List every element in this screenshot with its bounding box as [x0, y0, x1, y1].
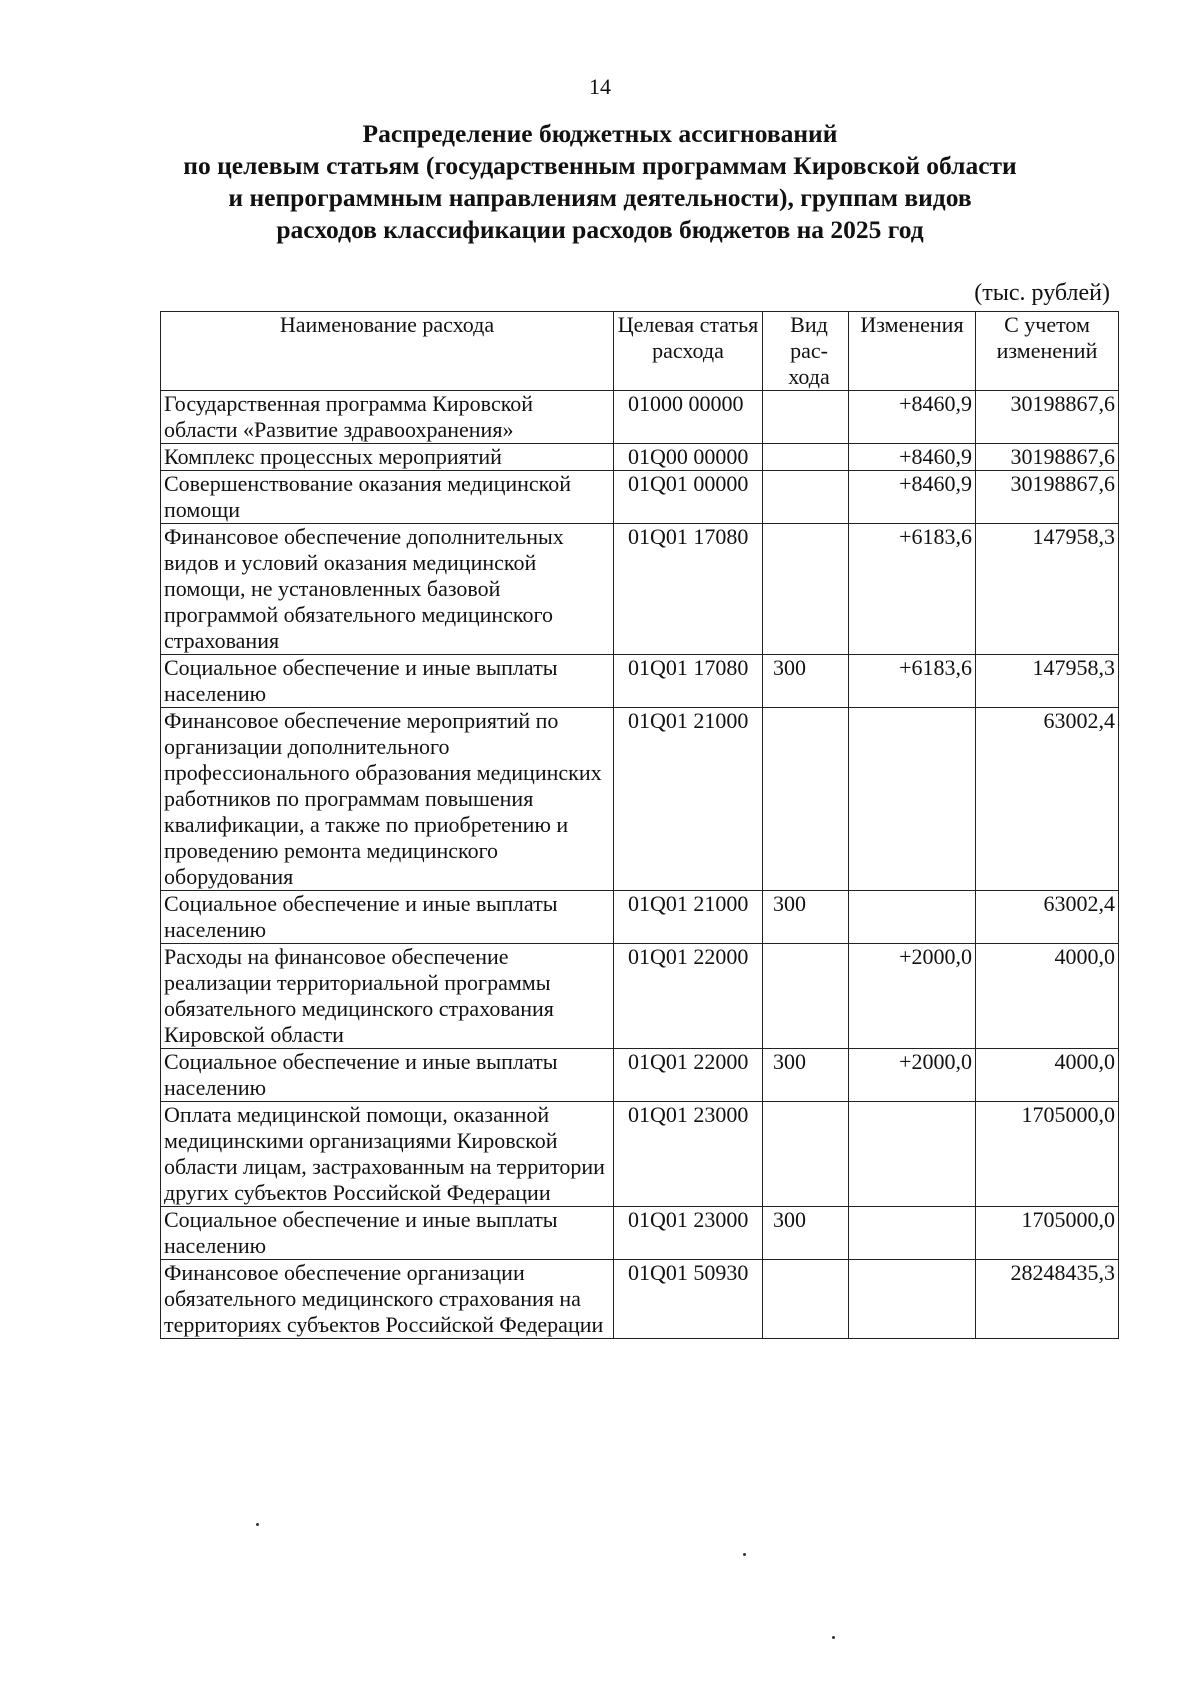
- cell-code: 01000 00000: [614, 391, 763, 444]
- cell-name: Совершенствование оказания медицинской помощи: [161, 471, 614, 524]
- cell-code: 01Q00 00000: [614, 444, 763, 471]
- cell-code: 01Q01 23000: [614, 1207, 763, 1260]
- cell-change: +6183,6: [849, 524, 976, 655]
- cell-kind: 300: [763, 1207, 849, 1260]
- table-row: [161, 524, 1119, 655]
- cell-name: Социальное обеспечение и иные выплаты населению: [161, 1207, 614, 1260]
- cell-total: 30198867,6: [976, 444, 1119, 471]
- cell-total: 1705000,0: [976, 1207, 1119, 1260]
- cell-kind: [763, 391, 849, 444]
- cell-code: 01Q01 21000: [614, 891, 763, 944]
- cell-total: 63002,4: [976, 708, 1119, 891]
- cell-name: Социальное обеспечение и иные выплаты населению: [161, 655, 614, 708]
- header-total: С учетом изменений: [976, 312, 1119, 391]
- table-row: [161, 444, 1119, 471]
- table-row: [161, 1102, 1119, 1207]
- scan-speck: [832, 1636, 835, 1639]
- cell-change: [849, 891, 976, 944]
- cell-total: 4000,0: [976, 1049, 1119, 1102]
- cell-name: Социальное обеспечение и иные выплаты населению: [161, 891, 614, 944]
- cell-code: 01Q01 17080: [614, 524, 763, 655]
- cell-name: Оплата медицинской помощи, оказанной медицинскими организациями Кировской области лицам, застрахованным на территории других субъектов Российской Федерации: [161, 1102, 614, 1207]
- table-row: [161, 1260, 1119, 1339]
- table-body: [161, 391, 1119, 1339]
- title-line: и непрограммным направлениям деятельности), группам видов: [228, 183, 972, 212]
- title-line: по целевым статьям (государственным программам Кировской области: [183, 151, 1017, 180]
- cell-kind: [763, 944, 849, 1049]
- header-code: Целевая статья расхода: [614, 312, 763, 391]
- cell-change: +8460,9: [849, 471, 976, 524]
- table-row: [161, 391, 1119, 444]
- cell-total: 28248435,3: [976, 1260, 1119, 1339]
- cell-kind: [763, 1260, 849, 1339]
- cell-name: Финансовое обеспечение мероприятий по организации дополнительного профессионального образования медицинских работников по программам повышения квалификации, а также по приобретению и проведению ремонта медицинского оборудования: [161, 708, 614, 891]
- cell-name: Государственная программа Кировской области «Развитие здравоохранения»: [161, 391, 614, 444]
- cell-kind: 300: [763, 655, 849, 708]
- cell-code: 01Q01 22000: [614, 1049, 763, 1102]
- cell-kind: [763, 444, 849, 471]
- cell-name: Расходы на финансовое обеспечение реализации территориальной программы обязательного медицинского страхования Кировской области: [161, 944, 614, 1049]
- cell-kind: [763, 471, 849, 524]
- table-row: [161, 944, 1119, 1049]
- cell-change: +8460,9: [849, 444, 976, 471]
- cell-total: 63002,4: [976, 891, 1119, 944]
- cell-total: 30198867,6: [976, 391, 1119, 444]
- cell-total: 30198867,6: [976, 471, 1119, 524]
- cell-change: [849, 1260, 976, 1339]
- cell-change: +8460,9: [849, 391, 976, 444]
- cell-code: 01Q01 00000: [614, 471, 763, 524]
- cell-name: Финансовое обеспечение дополнительных видов и условий оказания медицинской помощи, не установленных базовой программой обязательного медицинского страхования: [161, 524, 614, 655]
- header-kind: Вид рас-хода: [763, 312, 849, 391]
- cell-code: 01Q01 50930: [614, 1260, 763, 1339]
- table-row: [161, 1207, 1119, 1260]
- page-number: 14: [589, 74, 611, 99]
- cell-name: Социальное обеспечение и иные выплаты населению: [161, 1049, 614, 1102]
- cell-kind: 300: [763, 1049, 849, 1102]
- cell-name: Финансовое обеспечение организации обязательного медицинского страхования на территориях субъектов Российской Федерации: [161, 1260, 614, 1339]
- table-row: [161, 1049, 1119, 1102]
- table-row: [161, 655, 1119, 708]
- cell-kind: [763, 1102, 849, 1207]
- cell-total: 147958,3: [976, 655, 1119, 708]
- cell-kind: 300: [763, 891, 849, 944]
- header-name: Наименование расхода: [161, 312, 614, 391]
- cell-kind: [763, 708, 849, 891]
- header-change: Изменения: [849, 312, 976, 391]
- scan-speck: [256, 1523, 259, 1526]
- cell-kind: [763, 524, 849, 655]
- cell-total: 147958,3: [976, 524, 1119, 655]
- cell-code: 01Q01 23000: [614, 1102, 763, 1207]
- table-row: [161, 891, 1119, 944]
- scan-speck: [743, 1553, 746, 1556]
- table-header-row: [161, 312, 1119, 391]
- cell-change: [849, 1207, 976, 1260]
- units-label: (тыс. рублей): [974, 280, 1110, 306]
- cell-change: +6183,6: [849, 655, 976, 708]
- budget-table: [160, 311, 1119, 1339]
- cell-total: 1705000,0: [976, 1102, 1119, 1207]
- cell-code: 01Q01 17080: [614, 655, 763, 708]
- title-line: расходов классификации расходов бюджетов на 2025 год: [276, 215, 924, 244]
- cell-name: Комплекс процессных мероприятий: [161, 444, 614, 471]
- table-row: [161, 471, 1119, 524]
- title-line: Распределение бюджетных ассигнований: [362, 119, 838, 148]
- cell-code: 01Q01 22000: [614, 944, 763, 1049]
- cell-change: [849, 708, 976, 891]
- document-title: [120, 118, 1080, 246]
- cell-change: [849, 1102, 976, 1207]
- cell-total: 4000,0: [976, 944, 1119, 1049]
- cell-change: +2000,0: [849, 1049, 976, 1102]
- table-row: [161, 708, 1119, 891]
- cell-code: 01Q01 21000: [614, 708, 763, 891]
- cell-change: +2000,0: [849, 944, 976, 1049]
